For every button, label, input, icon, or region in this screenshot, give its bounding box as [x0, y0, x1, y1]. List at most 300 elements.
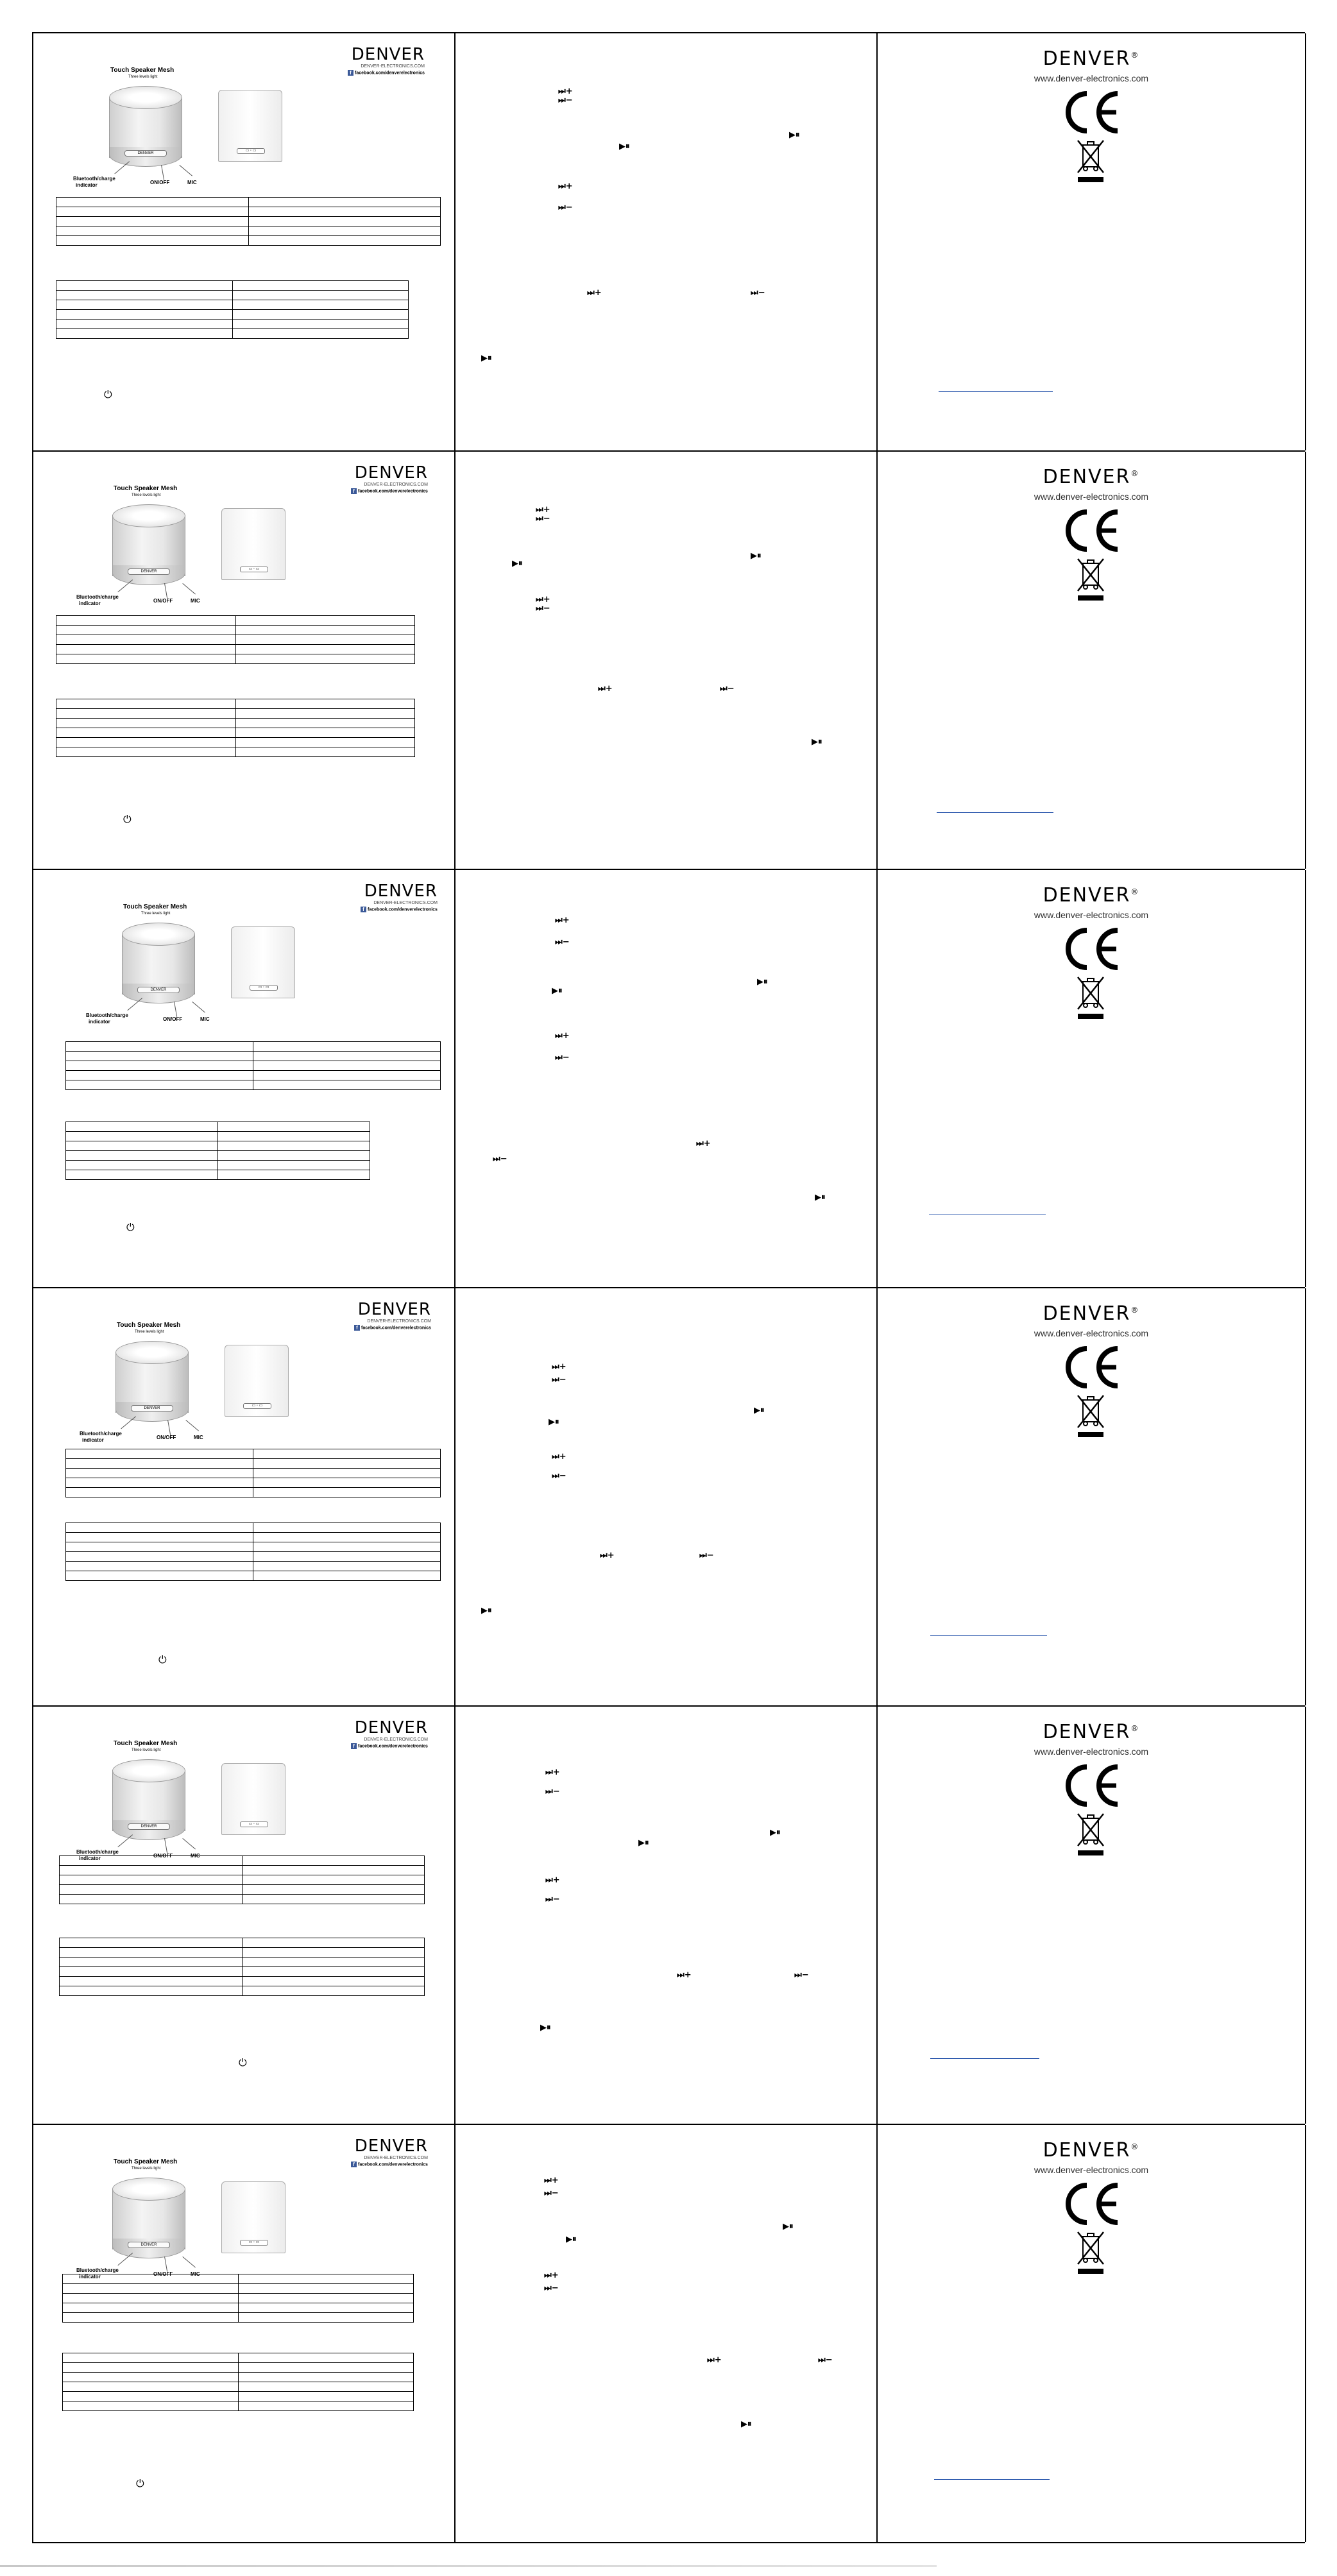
- spec-cell-value: [248, 226, 441, 236]
- spec-cell-value: [232, 320, 409, 329]
- instructions-panel: [454, 870, 876, 1287]
- spec-cell-label: [63, 2353, 239, 2363]
- callout-line-onoff: [174, 1002, 177, 1017]
- label-three-levels: Three levels light: [132, 493, 161, 497]
- spec-row: [56, 291, 409, 300]
- spec-cell-value: [232, 329, 409, 339]
- label-indicator: indicator: [82, 1437, 104, 1443]
- speaker-brand-strip: DENVER: [128, 2242, 170, 2248]
- spec-row: [56, 626, 415, 635]
- product-panel: [32, 870, 454, 1287]
- registered-mark: ®: [1130, 469, 1140, 478]
- conformity-panel: [876, 1288, 1306, 1705]
- spec-row: [56, 236, 441, 246]
- spec-row: [60, 1866, 425, 1875]
- facebook-icon: f: [351, 1743, 357, 1749]
- spec-cell-value: [232, 310, 409, 320]
- spec-cell-label: [63, 2313, 239, 2323]
- spec-cell-label: [56, 738, 236, 747]
- label-bluetooth-charge: Bluetooth/charge: [73, 176, 115, 182]
- next-track-icon: ⏭+: [545, 1768, 560, 1777]
- spec-row: [66, 1542, 441, 1552]
- denver-logo-large: [878, 2139, 1305, 2162]
- product-panel: [32, 33, 454, 450]
- product-panel: [32, 1707, 454, 2124]
- callout-line-mic: [192, 1002, 205, 1012]
- play-pause-icon: ▶⏸: [638, 1838, 649, 1848]
- power-icon: ⏻: [123, 814, 132, 825]
- ce-mark-icon: [1059, 2181, 1123, 2226]
- denver-logo: DENVER: [357, 1300, 431, 1319]
- label-three-levels: Three levels light: [141, 912, 171, 916]
- speaker-front-illustration: [115, 1341, 187, 1421]
- label-on-off: ON/OFF: [157, 1435, 176, 1440]
- spec-cell-label: [56, 236, 249, 246]
- speaker-ports: ▭ ◦ ▭: [240, 1821, 268, 1827]
- spec-cell-value: [253, 1571, 441, 1581]
- spec-cell-value: [235, 635, 415, 645]
- speaker-mesh-top: [109, 86, 182, 109]
- conformity-panel: [876, 1707, 1306, 2124]
- spec-row: [56, 635, 415, 645]
- speaker-back-illustration: [225, 1345, 289, 1417]
- next-track-icon: ⏭+: [677, 1970, 692, 1980]
- previous-track-icon: ⏭−: [536, 514, 550, 524]
- spec-row: [63, 2274, 414, 2284]
- spec-cell-value: [238, 2373, 414, 2382]
- brand-tagline: DENVER-ELECTRONICS.COM: [364, 2156, 428, 2160]
- denver-logo: DENVER: [354, 2137, 428, 2156]
- spec-table-top: [56, 197, 441, 246]
- website-url[interactable]: www.denver-electronics.com: [1034, 1746, 1149, 1757]
- spec-row: [60, 1986, 425, 1996]
- label-three-levels: Three levels light: [128, 75, 158, 79]
- spec-row: [66, 1552, 441, 1562]
- spec-cell-value: [253, 1523, 441, 1533]
- spec-cell-label: [66, 1071, 253, 1080]
- support-link-underline[interactable]: [930, 2058, 1039, 2059]
- spec-row: [63, 2313, 414, 2323]
- denver-logo-text: DENVER: [1043, 1302, 1131, 1325]
- previous-track-icon: ⏭−: [536, 604, 550, 613]
- denver-logo-text: DENVER: [1043, 2139, 1131, 2162]
- support-link-underline[interactable]: [934, 2479, 1050, 2480]
- next-track-icon: ⏭+: [544, 2176, 559, 2185]
- spec-row: [60, 1938, 425, 1948]
- speaker-front-illustration: [112, 2178, 184, 2258]
- spec-cell-label: [56, 226, 249, 236]
- website-url[interactable]: www.denver-electronics.com: [1034, 1328, 1149, 1338]
- speaker-mesh-top: [112, 1759, 185, 1782]
- spec-cell-label: [63, 2274, 239, 2284]
- spec-cell-value: [242, 1885, 425, 1895]
- play-pause-icon: ▶⏸: [815, 1193, 826, 1202]
- spec-table-bottom: [62, 2353, 414, 2411]
- registered-mark: ®: [1130, 1724, 1140, 1733]
- ce-mark-icon: [1059, 90, 1123, 135]
- speaker-brand-strip: DENVER: [137, 987, 180, 993]
- spec-cell-label: [66, 1542, 253, 1552]
- spec-row: [66, 1478, 441, 1488]
- spec-cell-value: [232, 281, 409, 291]
- speaker-back-illustration: [218, 90, 282, 162]
- spec-cell-value: [253, 1562, 441, 1571]
- ce-mark-icon: [1059, 926, 1123, 971]
- facebook-line[interactable]: [351, 2162, 428, 2167]
- spec-row: [63, 2382, 414, 2392]
- speaker-front-illustration: [109, 86, 181, 166]
- support-link-underline[interactable]: [937, 812, 1053, 813]
- spec-cell-label: [66, 1523, 253, 1533]
- spec-table-top: [65, 1041, 441, 1090]
- spec-cell-value: [253, 1080, 441, 1090]
- spec-cell-value: [242, 1875, 425, 1885]
- next-track-icon: ⏭+: [598, 684, 613, 694]
- speaker-back-illustration: [231, 926, 295, 998]
- spec-cell-label: [66, 1061, 253, 1071]
- spec-row: [66, 1459, 441, 1469]
- facebook-line[interactable]: [354, 1325, 431, 1331]
- label-indicator: indicator: [79, 2274, 101, 2280]
- next-track-icon: ⏭+: [536, 595, 550, 604]
- spec-cell-label: [66, 1170, 218, 1180]
- weee-bin-icon: [1076, 975, 1105, 1020]
- label-touch-mesh: Touch Speaker Mesh: [114, 2158, 178, 2165]
- spec-cell-label: [66, 1571, 253, 1581]
- denver-logo-large: [878, 466, 1305, 488]
- facebook-line[interactable]: [351, 488, 428, 494]
- spec-cell-value: [242, 1856, 425, 1866]
- next-track-icon: ⏭+: [555, 1031, 570, 1041]
- spec-row: [66, 1061, 441, 1071]
- spec-cell-value: [242, 1866, 425, 1875]
- spec-cell-value: [238, 2353, 414, 2363]
- support-link-underline[interactable]: [930, 1635, 1047, 1636]
- spec-row: [56, 728, 415, 738]
- spec-cell-value: [253, 1552, 441, 1562]
- website-url[interactable]: www.denver-electronics.com: [1034, 73, 1149, 83]
- callout-line-onoff: [167, 1420, 171, 1435]
- callout-line-onoff: [164, 1838, 167, 1854]
- label-indicator: indicator: [79, 601, 101, 606]
- label-on-off: ON/OFF: [150, 180, 170, 185]
- spec-cell-value: [235, 626, 415, 635]
- play-pause-icon: ▶⏸: [549, 1417, 559, 1427]
- denver-logo: DENVER: [364, 882, 438, 901]
- footer-strip: [0, 2565, 937, 2567]
- registered-mark: ®: [1130, 1306, 1140, 1315]
- brand-header: [361, 882, 438, 912]
- brand-header: [348, 45, 425, 76]
- registered-mark: ®: [1130, 51, 1140, 60]
- spec-cell-label: [60, 1958, 243, 1967]
- next-track-icon: ⏭+: [707, 2355, 722, 2365]
- spec-cell-value: [248, 236, 441, 246]
- play-pause-icon: ▶⏸: [540, 2023, 551, 2033]
- label-bluetooth: [76, 594, 119, 607]
- spec-cell-label: [60, 1938, 243, 1948]
- spec-row: [63, 2294, 414, 2303]
- speaker-mesh-top: [122, 923, 195, 946]
- support-link-underline[interactable]: [939, 391, 1053, 392]
- spec-cell-label: [60, 1866, 243, 1875]
- speaker-front-illustration: [112, 1759, 184, 1839]
- spec-row: [66, 1170, 370, 1180]
- speaker-ports: ▭ ◦ ▭: [240, 567, 268, 572]
- manual-row-3: [32, 870, 1305, 1288]
- facebook-url[interactable]: facebook.com/denverelectronics: [358, 2162, 428, 2167]
- spec-cell-value: [232, 291, 409, 300]
- product-panel: [32, 1288, 454, 1705]
- spec-cell-label: [66, 1478, 253, 1488]
- spec-cell-value: [253, 1061, 441, 1071]
- facebook-url[interactable]: facebook.com/denverelectronics: [361, 1326, 431, 1331]
- spec-cell-label: [56, 310, 233, 320]
- label-indicator: indicator: [76, 182, 98, 188]
- spec-table-top: [65, 1449, 441, 1497]
- power-icon: ⏻: [104, 389, 112, 400]
- spec-cell-label: [60, 1875, 243, 1885]
- denver-logo-large: [878, 1302, 1305, 1325]
- conformity-panel: [876, 452, 1306, 869]
- next-track-icon: ⏭+: [536, 505, 550, 515]
- spec-row: [66, 1151, 370, 1161]
- spec-cell-label: [56, 728, 236, 738]
- previous-track-icon: ⏭−: [558, 203, 573, 212]
- spec-row: [60, 1895, 425, 1904]
- play-pause-icon: ▶⏸: [757, 977, 768, 987]
- previous-track-icon: ⏭−: [699, 1551, 714, 1560]
- label-three-levels: Three levels light: [132, 1748, 161, 1752]
- callout-line-mic: [185, 1420, 199, 1431]
- spec-cell-value: [248, 198, 441, 207]
- spec-cell-value: [238, 2363, 414, 2373]
- spec-row: [66, 1132, 370, 1141]
- spec-cell-value: [238, 2284, 414, 2294]
- facebook-icon: f: [361, 907, 366, 912]
- spec-table-bottom: [65, 1122, 370, 1180]
- spec-table-top: [56, 615, 415, 664]
- website-url[interactable]: www.denver-electronics.com: [1034, 910, 1149, 920]
- spec-table-top: [59, 1855, 425, 1904]
- instructions-panel: [454, 1707, 876, 2124]
- spec-cell-value: [253, 1542, 441, 1552]
- speaker-ports: ▭ ◦ ▭: [250, 985, 278, 991]
- previous-track-icon: ⏭−: [558, 96, 573, 105]
- spec-cell-label: [56, 291, 233, 300]
- previous-track-icon: ⏭−: [552, 1375, 566, 1385]
- spec-table-bottom: [56, 699, 415, 757]
- speaker-ports: ▭ ◦ ▭: [243, 1403, 271, 1409]
- spec-cell-label: [56, 719, 236, 728]
- previous-track-icon: ⏭−: [552, 1471, 566, 1481]
- spec-cell-label: [56, 616, 236, 626]
- spec-row: [56, 645, 415, 654]
- spec-row: [56, 616, 415, 626]
- spec-row: [63, 2303, 414, 2313]
- brand-tagline: DENVER-ELECTRONICS.COM: [364, 1737, 428, 1742]
- spec-cell-value: [253, 1042, 441, 1052]
- spec-cell-value: [232, 300, 409, 310]
- spec-cell-value: [235, 738, 415, 747]
- previous-track-icon: ⏭−: [545, 1787, 560, 1796]
- spec-row: [56, 226, 441, 236]
- previous-track-icon: ⏭−: [493, 1154, 507, 1164]
- speaker-mesh-top: [112, 504, 185, 527]
- spec-cell-label: [63, 2284, 239, 2294]
- brand-header: [354, 1300, 431, 1331]
- power-icon: ⏻: [239, 2058, 247, 2068]
- spec-row: [66, 1469, 441, 1478]
- spec-row: [66, 1488, 441, 1497]
- spec-row: [66, 1052, 441, 1061]
- label-mic: MIC: [191, 1853, 200, 1859]
- label-bluetooth: [86, 1012, 128, 1025]
- spec-cell-label: [60, 1986, 243, 1996]
- label-touch-mesh: Touch Speaker Mesh: [123, 903, 187, 910]
- spec-cell-label: [66, 1122, 218, 1132]
- website-url[interactable]: www.denver-electronics.com: [1034, 491, 1149, 502]
- denver-logo-text: DENVER: [1043, 466, 1131, 488]
- play-pause-icon: ▶⏸: [512, 559, 523, 568]
- facebook-url[interactable]: facebook.com/denverelectronics: [368, 907, 438, 912]
- facebook-icon: f: [348, 70, 353, 76]
- spec-row: [66, 1080, 441, 1090]
- spec-cell-value: [238, 2401, 414, 2411]
- label-touch-mesh: Touch Speaker Mesh: [114, 485, 178, 492]
- spec-table-bottom: [65, 1523, 441, 1581]
- play-pause-icon: ▶⏸: [770, 1828, 781, 1838]
- spec-cell-label: [56, 207, 249, 217]
- spec-cell-label: [60, 1948, 243, 1958]
- callout-line-mic: [182, 1838, 196, 1849]
- callout-line-mic: [182, 2256, 196, 2267]
- speaker-back-illustration: [221, 508, 285, 580]
- spec-cell-value: [235, 709, 415, 719]
- spec-cell-value: [238, 2303, 414, 2313]
- speaker-ports: ▭ ◦ ▭: [240, 2240, 268, 2246]
- spec-row: [60, 1875, 425, 1885]
- power-icon: ⏻: [136, 2478, 144, 2489]
- spec-cell-label: [56, 320, 233, 329]
- play-pause-icon: ▶⏸: [741, 2419, 752, 2429]
- spec-cell-value: [242, 1986, 425, 1996]
- spec-cell-value: [242, 1958, 425, 1967]
- website-url[interactable]: www.denver-electronics.com: [1034, 2165, 1149, 2175]
- facebook-line[interactable]: [351, 1743, 428, 1749]
- spec-cell-value: [218, 1161, 370, 1170]
- next-track-icon: ⏭+: [587, 288, 602, 298]
- spec-cell-value: [253, 1533, 441, 1542]
- next-track-icon: ⏭+: [545, 1875, 560, 1885]
- spec-cell-value: [218, 1170, 370, 1180]
- facebook-url[interactable]: facebook.com/denverelectronics: [355, 71, 425, 76]
- spec-cell-label: [66, 1042, 253, 1052]
- conformity-panel: [876, 870, 1306, 1287]
- spec-row: [56, 329, 409, 339]
- spec-row: [56, 310, 409, 320]
- spec-cell-value: [235, 616, 415, 626]
- spec-cell-label: [66, 1080, 253, 1090]
- spec-row: [63, 2363, 414, 2373]
- denver-logo: DENVER: [354, 1718, 428, 1737]
- spec-cell-label: [66, 1161, 218, 1170]
- play-pause-icon: ▶⏸: [481, 1606, 492, 1616]
- spec-cell-value: [253, 1052, 441, 1061]
- spec-table-bottom: [56, 280, 409, 339]
- play-pause-icon: ▶⏸: [619, 142, 630, 151]
- instructions-panel: [454, 1288, 876, 1705]
- spec-cell-value: [253, 1478, 441, 1488]
- next-track-icon: ⏭+: [555, 916, 570, 925]
- speaker-front-illustration: [122, 923, 194, 1003]
- speaker-back-illustration: [221, 1763, 285, 1835]
- spec-cell-label: [63, 2401, 239, 2411]
- spec-cell-value: [238, 2382, 414, 2392]
- weee-bin-icon: [1076, 1812, 1105, 1857]
- manual-row-5: [32, 1707, 1305, 2125]
- facebook-icon: f: [351, 2162, 357, 2167]
- brand-header: [351, 463, 428, 494]
- spec-cell-value: [238, 2313, 414, 2323]
- label-mic: MIC: [191, 598, 200, 604]
- label-mic: MIC: [194, 1435, 203, 1440]
- spec-cell-value: [253, 1449, 441, 1459]
- label-three-levels: Three levels light: [135, 1330, 164, 1334]
- previous-track-icon: ⏭−: [818, 2355, 833, 2365]
- spec-cell-label: [56, 329, 233, 339]
- spec-row: [56, 738, 415, 747]
- brand-header: [351, 2137, 428, 2167]
- spec-row: [66, 1042, 441, 1052]
- spec-row: [63, 2284, 414, 2294]
- instructions-panel: [454, 33, 876, 450]
- spec-row: [63, 2401, 414, 2411]
- spec-cell-label: [60, 1977, 243, 1986]
- spec-cell-label: [63, 2303, 239, 2313]
- facebook-line[interactable]: [348, 70, 425, 76]
- previous-track-icon: ⏭−: [544, 2283, 559, 2293]
- spec-cell-value: [218, 1122, 370, 1132]
- spec-row: [63, 2373, 414, 2382]
- facebook-line[interactable]: [361, 907, 438, 912]
- spec-row: [66, 1071, 441, 1080]
- spec-cell-value: [218, 1132, 370, 1141]
- manual-row-6: [32, 2125, 1305, 2543]
- ce-mark-icon: [1059, 508, 1123, 553]
- spec-row: [60, 1856, 425, 1866]
- power-icon: ⏻: [158, 1655, 167, 1666]
- product-panel: [32, 452, 454, 869]
- spec-cell-label: [56, 626, 236, 635]
- label-indicator: indicator: [89, 1019, 110, 1025]
- next-track-icon: ⏭+: [558, 87, 573, 96]
- spec-row: [63, 2392, 414, 2401]
- spec-cell-value: [248, 207, 441, 217]
- facebook-url[interactable]: facebook.com/denverelectronics: [358, 1744, 428, 1749]
- facebook-url[interactable]: facebook.com/denverelectronics: [358, 489, 428, 494]
- spec-cell-label: [66, 1469, 253, 1478]
- play-pause-icon: ▶⏸: [789, 130, 800, 140]
- callout-line-mic: [179, 165, 192, 176]
- spec-row: [60, 1977, 425, 1986]
- spec-cell-label: [60, 1856, 243, 1866]
- label-three-levels: Three levels light: [132, 2167, 161, 2171]
- label-mic: MIC: [187, 180, 197, 185]
- spec-cell-label: [63, 2373, 239, 2382]
- spec-cell-value: [253, 1488, 441, 1497]
- label-indicator: indicator: [79, 1855, 101, 1861]
